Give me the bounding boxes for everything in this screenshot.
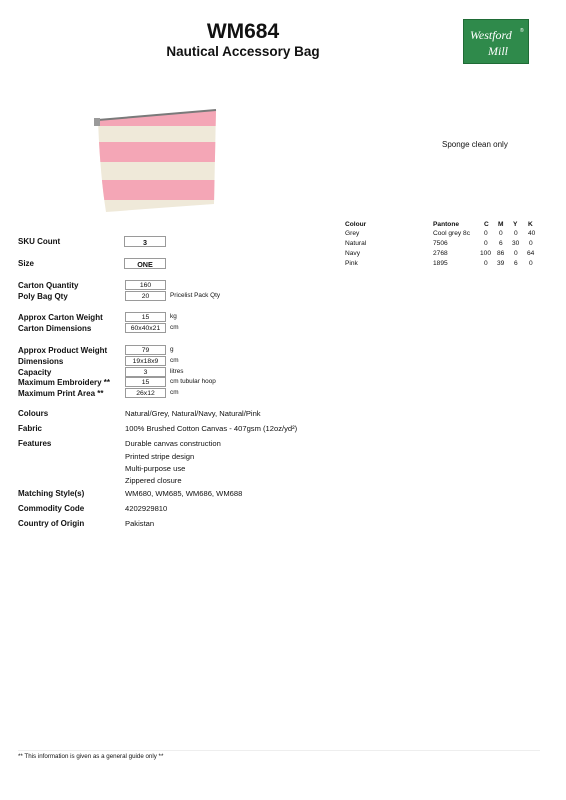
capacity-unit: litres	[170, 368, 184, 375]
fabric-label: Fabric	[18, 424, 43, 433]
colour-cell: Pink	[345, 260, 358, 267]
footer-note: ** This information is given as a general guide only **	[18, 753, 164, 760]
zip-pull	[94, 118, 100, 126]
c-cell: 0	[484, 240, 488, 247]
colour-cell: Grey	[345, 230, 360, 237]
y-cell: 6	[514, 260, 518, 267]
colours-label: Colours	[18, 409, 49, 418]
sku-count-label: SKU Count	[18, 237, 61, 246]
product-weight-value: 79	[125, 345, 166, 355]
max-embroidery-unit: cm tubular hoop	[170, 378, 216, 385]
footer-divider	[18, 750, 540, 751]
commodity-code-value: 4202929810	[125, 504, 168, 513]
colour-cell: Navy	[345, 250, 361, 257]
dimensions-value: 19x18x9	[125, 356, 166, 366]
product-weight-unit: g	[170, 346, 174, 353]
carton-weight-unit: kg	[170, 313, 177, 320]
k-cell: 64	[527, 250, 535, 257]
max-print-area-value: 26x12	[125, 388, 166, 398]
c-cell: 0	[484, 260, 488, 267]
y-cell: 30	[512, 240, 520, 247]
m-cell: 86	[497, 250, 505, 257]
feature-item: Durable canvas construction	[125, 439, 221, 448]
y-header: Y	[513, 221, 518, 228]
c-cell: 0	[484, 230, 488, 237]
colours-value: Natural/Grey, Natural/Navy, Natural/Pink	[125, 409, 261, 418]
max-embroidery-label: Maximum Embroidery **	[18, 378, 111, 387]
m-cell: 0	[499, 230, 503, 237]
logo-word-1: Westford	[470, 28, 512, 42]
product-name: Nautical Accessory Bag	[166, 44, 320, 59]
product-code: WM684	[206, 20, 280, 43]
y-cell: 0	[514, 250, 518, 257]
y-cell: 0	[514, 230, 518, 237]
country-of-origin-value: Pakistan	[125, 519, 155, 528]
size-label: Size	[18, 259, 35, 268]
carton-quantity-value: 160	[125, 280, 166, 290]
feature-item: Printed stripe design	[125, 452, 195, 461]
max-embroidery-value: 15	[125, 377, 166, 387]
max-print-area-label: Maximum Print Area **	[18, 389, 104, 398]
features-label: Features	[18, 439, 52, 448]
logo-trademark: ®	[520, 28, 524, 34]
carton-dimensions-value: 60x40x21	[125, 323, 166, 333]
matching-styles-label: Matching Style(s)	[18, 489, 85, 498]
c-header: C	[484, 221, 489, 228]
capacity-label: Capacity	[18, 368, 52, 377]
product-weight-label: Approx Product Weight	[18, 346, 108, 355]
k-header: K	[528, 221, 533, 228]
poly-bag-qty-value: 20	[125, 291, 166, 301]
capacity-value: 3	[125, 367, 166, 377]
m-cell: 6	[499, 240, 503, 247]
fabric-value: 100% Brushed Cotton Canvas - 407gsm (12oz/yd²)	[125, 424, 298, 433]
k-cell: 0	[529, 240, 533, 247]
product-image	[88, 104, 218, 212]
m-header: M	[498, 221, 504, 228]
k-cell: 40	[528, 230, 536, 237]
c-cell: 100	[480, 250, 492, 257]
pantone-header: Pantone	[433, 221, 460, 228]
pantone-cell: 1895	[433, 260, 448, 267]
carton-dimensions-label: Carton Dimensions	[18, 324, 92, 333]
size-value: ONE	[124, 258, 166, 269]
m-cell: 39	[497, 260, 505, 267]
commodity-code-label: Commodity Code	[18, 504, 85, 513]
carton-quantity-label: Carton Quantity	[18, 281, 79, 290]
carton-weight-label: Approx Carton Weight	[18, 313, 103, 322]
carton-dimensions-unit: cm	[170, 324, 179, 331]
carton-weight-value: 15	[125, 312, 166, 322]
pantone-cell: Cool grey 8c	[433, 230, 471, 237]
k-cell: 0	[529, 260, 533, 267]
max-print-area-unit: cm	[170, 389, 179, 396]
dimensions-unit: cm	[170, 357, 179, 364]
pantone-cell: 2768	[433, 250, 448, 257]
sku-count-value: 3	[124, 236, 166, 247]
pantone-cell: 7506	[433, 240, 448, 247]
logo-word-2: Mill	[488, 44, 508, 58]
brand-logo	[463, 19, 529, 64]
colour-header: Colour	[345, 221, 367, 228]
colour-cell: Natural	[345, 240, 367, 247]
dimensions-label: Dimensions	[18, 357, 64, 366]
feature-item: Zippered closure	[125, 476, 182, 485]
country-of-origin-label: Country of Origin	[18, 519, 85, 528]
feature-item: Multi-purpose use	[125, 464, 186, 473]
matching-styles-value: WM680, WM685, WM686, WM688	[125, 489, 243, 498]
poly-bag-qty-label: Poly Bag Qty	[18, 292, 68, 301]
pricelist-pack-note: Pricelist Pack Qty	[170, 292, 221, 299]
care-instructions: Sponge clean only	[442, 140, 508, 149]
